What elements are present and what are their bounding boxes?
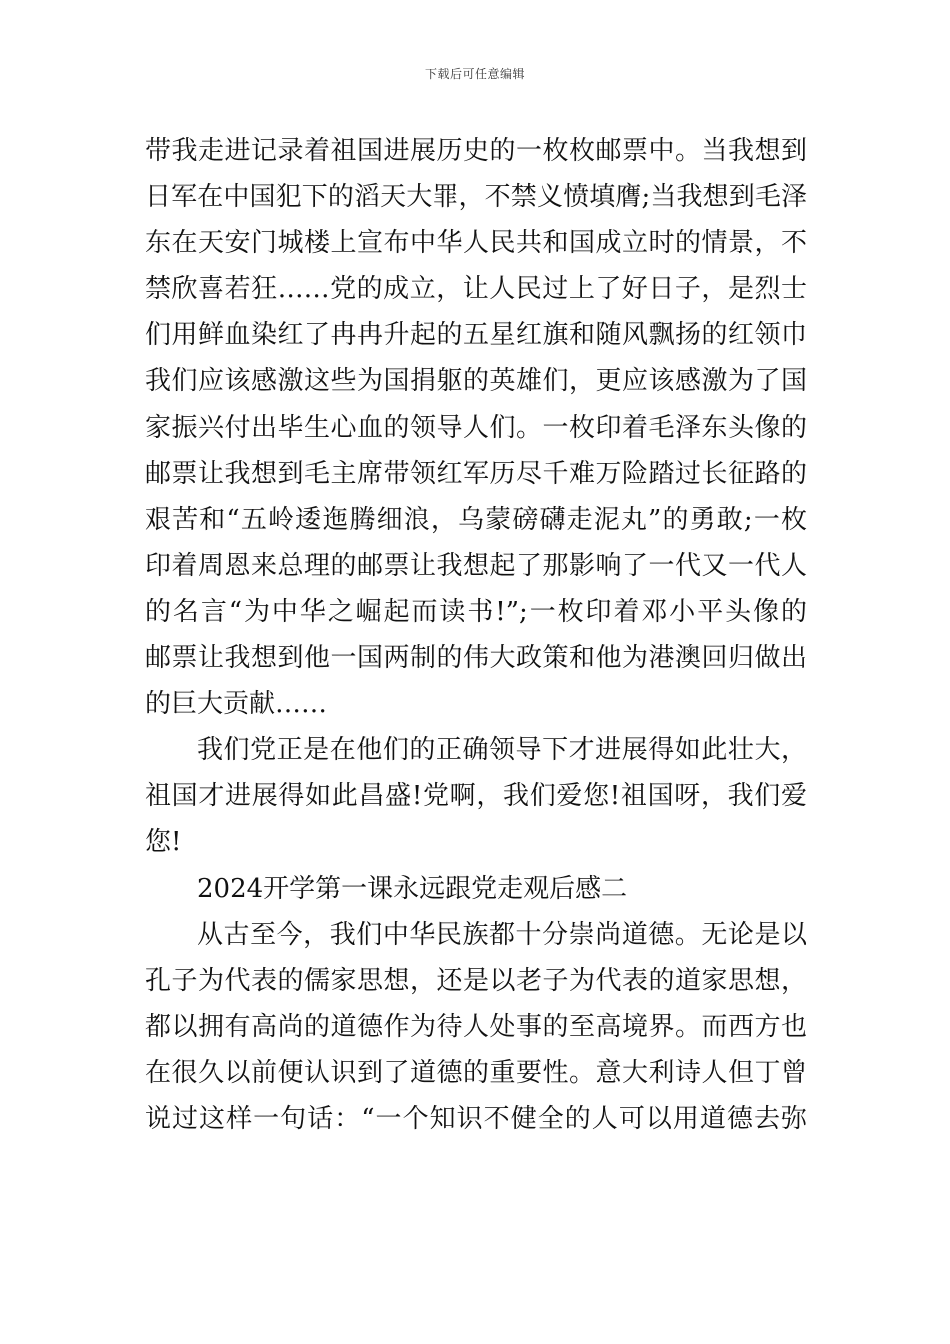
page-header: 下载后可任意编辑 (424, 67, 525, 81)
text-line: 邮票让我想到毛主席带领红军历尽千难万险踏过长征路的 (145, 458, 807, 489)
text-line: 孔子为代表的儒家思想，还是以老子为代表的道家思想， (145, 965, 807, 996)
text-line: 日军在中国犯下的滔天大罪，不禁义愤填膺;当我想到毛泽 (145, 182, 807, 213)
text-line: 您! (145, 827, 182, 858)
text-line: 我们党正是在他们的正确领导下才进展得如此壮大， (197, 735, 807, 766)
text-line: 艰苦和“五岭逶迤腾细浪，乌蒙磅礴走泥丸”的勇敢;一枚 (145, 504, 807, 535)
text-line: 印着周恩来总理的邮票让我想起了那影响了一代又一代人 (145, 550, 807, 581)
section-heading: 2024开学第一课永远跟党走观后感二 (197, 873, 628, 904)
document-body (145, 128, 807, 1142)
text-line: 邮票让我想到他一国两制的伟大政策和他为港澳回归做出 (145, 643, 807, 674)
text-line: 在很久以前便认识到了道德的重要性。意大利诗人但丁曾 (145, 1057, 807, 1088)
text-line: 禁欣喜若狂……党的成立，让人民过上了好日子，是烈士 (145, 274, 807, 305)
text-line: 我们应该感激这些为国捐躯的英雄们，更应该感激为了国 (145, 366, 807, 397)
text-line: 带我走进记录着祖国进展历史的一枚枚邮票中。当我想到 (145, 136, 807, 166)
text-line: 的名言“为中华之崛起而读书!”;一枚印着邓小平头像的 (145, 596, 807, 627)
text-line: 都以拥有高尚的道德作为待人处事的至高境界。而西方也 (145, 1011, 807, 1042)
text-line: 们用鲜血染红了冉冉升起的五星红旗和随风飘扬的红领巾 (145, 320, 807, 351)
text-line: 说过这样一句话：“一个知识不健全的人可以用道德去弥 (145, 1103, 807, 1134)
text-line: 的巨大贡献…… (145, 689, 328, 720)
text-line: 祖国才进展得如此昌盛!党啊，我们爱您!祖国呀，我们爱 (145, 781, 807, 812)
text-line: 东在天安门城楼上宣布中华人民共和国成立时的情景，不 (145, 228, 807, 259)
text-line: 家振兴付出毕生心血的领导人们。一枚印着毛泽东头像的 (145, 412, 807, 443)
text-line: 从古至今，我们中华民族都十分崇尚道德。无论是以 (197, 919, 807, 950)
